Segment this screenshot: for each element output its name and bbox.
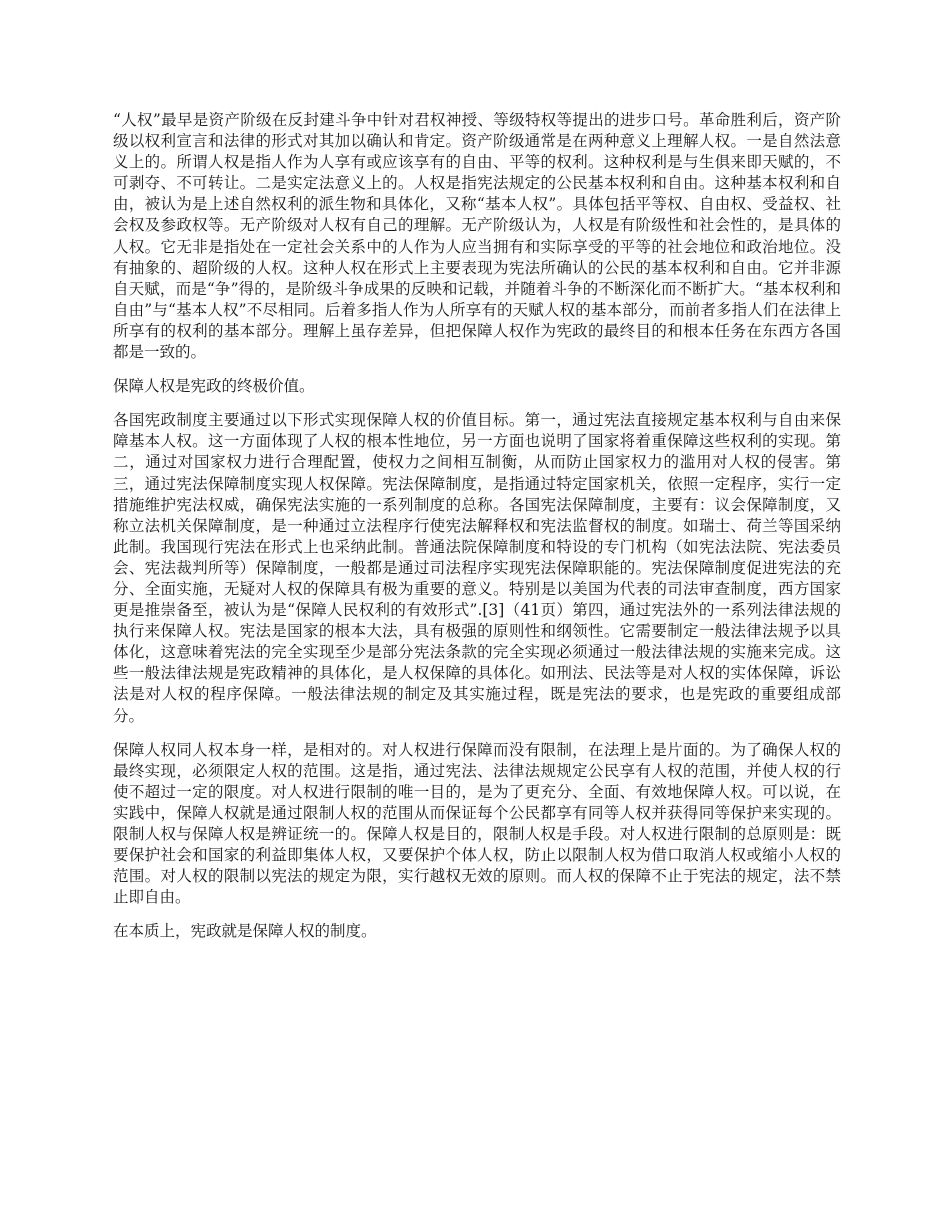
document-body: [113, 110, 841, 955]
paragraph-limits-of-rights: 保障人权同人权本身一样，是相对的。对人权进行保障而没有限制，在法理上是片面的。为了确保人权的最终实现，必须限定人权的范围。这是指，通过宪法、法律法规规定公民享有人权的范围，并使人权的行使不超过一定的限度。对人权进行限制的唯一目的，是为了更充分、全面、有效地保障人权。可以说，在实践中，保障人权就是通过限制人权的范围从而保证每个公民都享有同等人权并获得同等保护来实现的。限制人权与保障人权是辨证统一的。保障人权是目的，限制人权是手段。对人权进行限制的总原则是：既要保护社会和国家的利益即集体人权，又要保护个体人权，防止以限制人权为借口取消人权或缩小人权的范围。对人权的限制以宪法的规定为限，实行越权无效的原则。而人权的保障不止于宪法的规定，法不禁止即自由。: [113, 740, 841, 907]
paragraph-constitutional-guarantees: 各国宪政制度主要通过以下形式实现保障人权的价值目标。第一，通过宪法直接规定基本权利与自由来保障基本人权。这一方面体现了人权的根本性地位，另一方面也说明了国家将着重保障这些权利的实现。第二，通过对国家权力进行合理配置，使权力之间相互制衡，从而防止国家权力的滥用对人权的侵害。第三，通过宪法保障制度实现人权保障。宪法保障制度，是指通过特定国家机关，依照一定程序，实行一定措施维护宪法权威，确保宪法实施的一系列制度的总称。各国宪法保障制度，主要有：议会保障制度，又称立法机关保障制度，是一种通过立法程序行使宪法解释权和宪法监督权的制度。如瑞士、荷兰等国采纳此制。我国现行宪法在形式上也采纳此制。普通法院保障制度和特设的专门机构（如宪法法院、宪法委员会、宪法裁判所等）保障制度，一般都是通过司法程序实现宪法保障职能的。宪法保障制度促进宪法的充分、全面实施，无疑对人权的保障具有极为重要的意义。特别是以美国为代表的司法审查制度，西方国家更是推崇备至，被认为是“保障人民权利的有效形式”.[3]（41页）第四，通过宪法外的一系列法律法规的执行来保障人权。宪法是国家的根本大法，具有极强的原则性和纲领性。它需要制定一般法律法规予以具体化，这意味着宪法的完全实现至少是部分宪法条款的完全实现必须通过一般法律法规的实施来完成。这些一般法律法规是宪政精神的具体化，是人权保障的具体化。如刑法、民法等是对人权的实体保障，诉讼法是对人权的程序保障。一般法律法规的制定及其实施过程，既是宪法的要求，也是宪政的重要组成部分。: [113, 411, 841, 725]
paragraph-ultimate-value: 保障人权是宪政的终极价值。: [113, 377, 315, 396]
paragraph-origin-of-human-rights: “人权”最早是资产阶级在反封建斗争中针对君权神授、等级特权等提出的进步口号。革命胜利后，资产阶级以权利宣言和法律的形式对其加以确认和肯定。资产阶级通常是在两种意义上理解人权。一是自然法意义上的。所谓人权是指人作为人享有或应该享有的自由、平等的权利。这种权利是与生俱来即天赋的，不可剥夺、不可转让。二是实定法意义上的。人权是指宪法规定的公民基本权利和自由。这种基本权利和自由，被认为是上述自然权利的派生物和具体化，又称“基本人权”。具体包括平等权、自由权、受益权、社会权及参政权等。无产阶级对人权有自己的理解。无产阶级认为，人权是有阶级性和社会性的，是具体的人权。它无非是指处在一定社会关系中的人作为人应当拥有和实际享受的平等的社会地位和政治地位。没有抽象的、超阶级的人权。这种人权在形式上主要表现为宪法所确认的公民的基本权利和自由。它并非源自天赋，而是“争”得的，是阶级斗争成果的反映和记载，并随着斗争的不断深化而不断扩大。“基本权利和自由”与“基本人权”不尽相同。后着多指人作为人所享有的天赋人权的基本部分，而前者多指人们在法律上所享有的权利的基本部分。理解上虽存差异，但把保障人权作为宪政的最终目的和根本任务在东西方各国都是一致的。: [113, 111, 841, 362]
paragraph-conclusion: 在本质上，宪政就是保障人权的制度。: [113, 922, 377, 941]
